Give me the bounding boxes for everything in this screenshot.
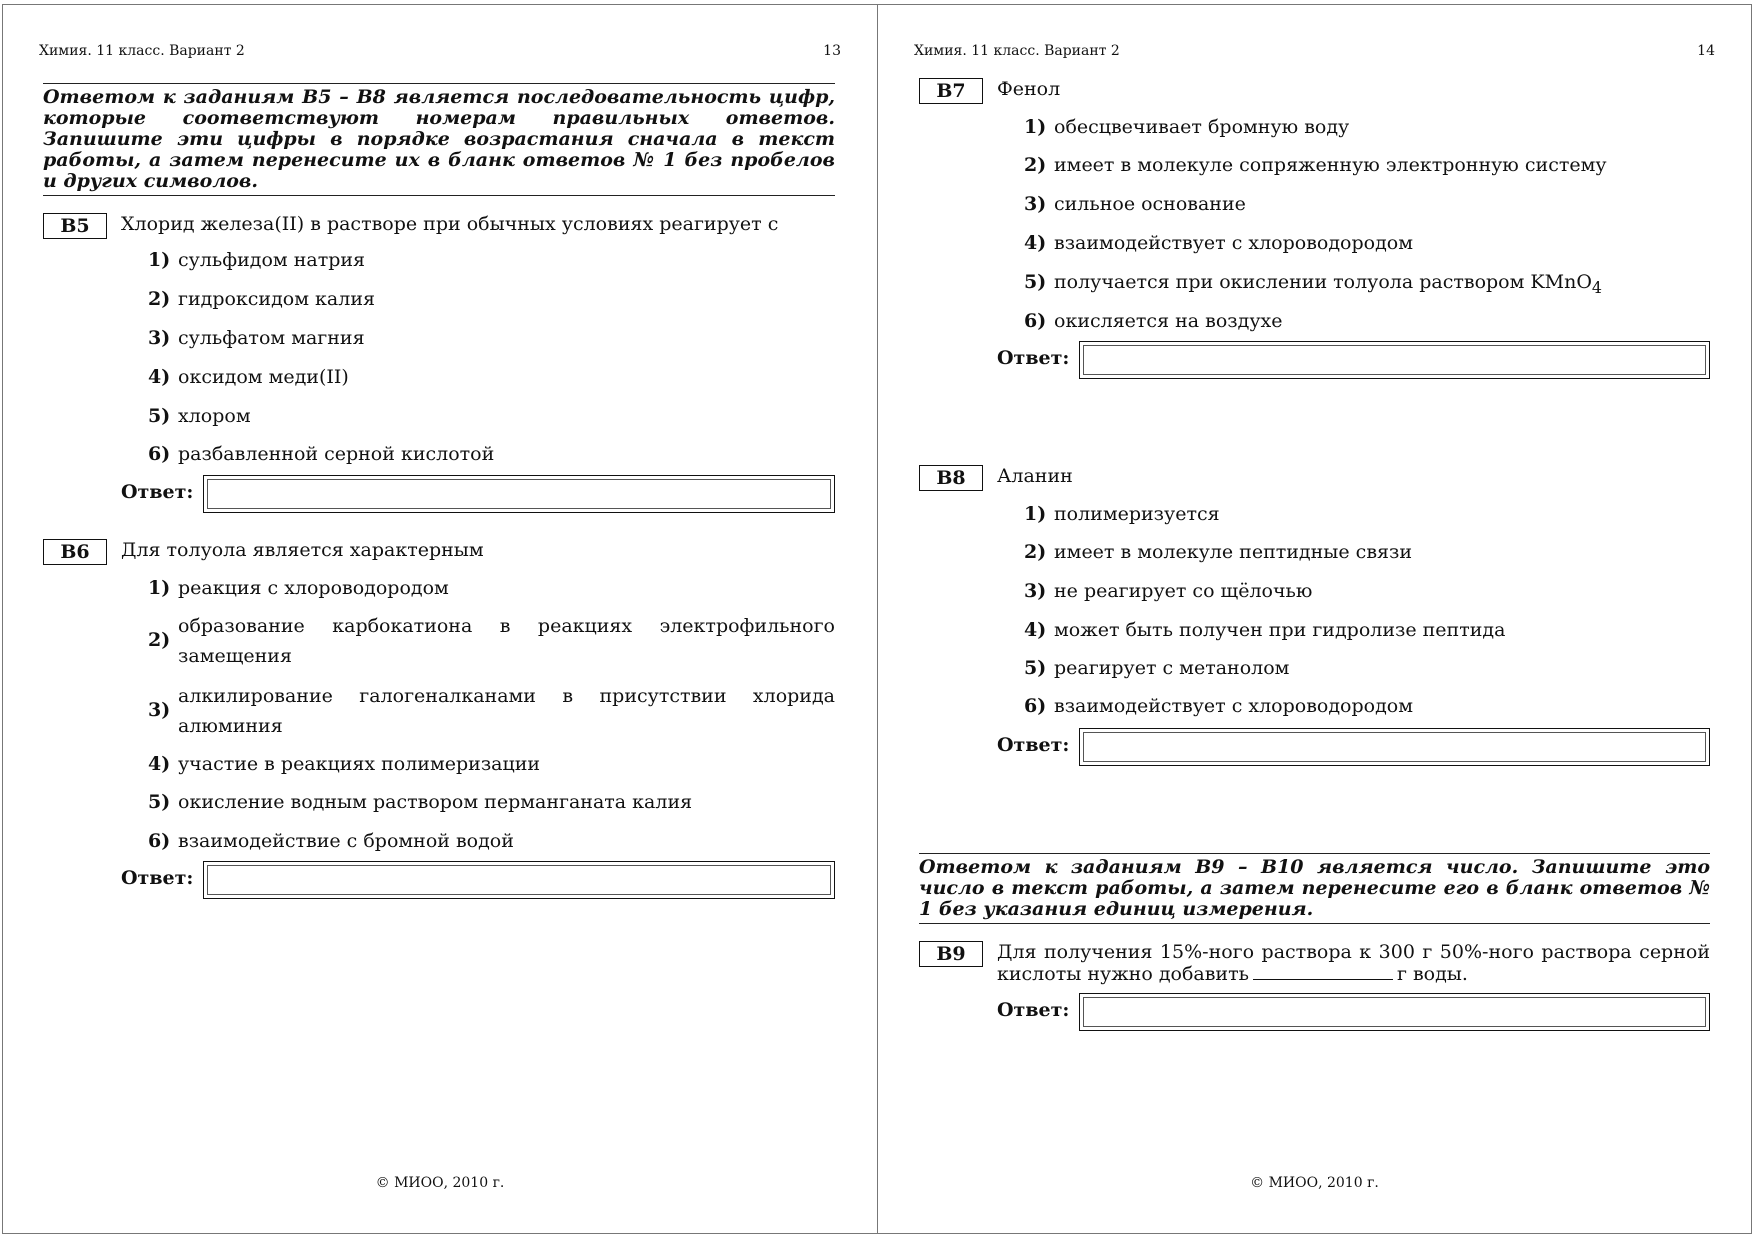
left-page bbox=[2, 4, 878, 1234]
option-text: окисляется на воздухе bbox=[1054, 310, 1283, 332]
option-text: обесцвечивает бромную воду bbox=[1054, 116, 1350, 138]
task-b5 bbox=[43, 213, 835, 513]
option-text: участие в реакциях полимеризации bbox=[178, 753, 541, 775]
option-text: сильное основание bbox=[1054, 193, 1246, 215]
option-number: 1) bbox=[148, 577, 171, 599]
option-text: алкилирование галогеналканами в присутствии хлорида алюминия bbox=[178, 685, 835, 737]
option-number: 3) bbox=[148, 699, 171, 721]
question-text-part2: г воды. bbox=[1396, 963, 1468, 985]
option-text: разбавленной серной кислотой bbox=[178, 443, 495, 465]
option-text: образование карбокатиона в реакциях электрофильного замещения bbox=[178, 615, 835, 667]
answer-label: Ответ: bbox=[997, 999, 1070, 1021]
option-number: 2) bbox=[1024, 541, 1047, 563]
option bbox=[148, 681, 835, 741]
task-label: В9 bbox=[919, 941, 983, 967]
answer-input-b7[interactable] bbox=[1079, 341, 1710, 379]
task-question: Хлорид железа(II) в растворе при обычных условиях реагирует с bbox=[121, 213, 779, 235]
option-number: 6) bbox=[148, 830, 171, 852]
task-question: Фенол bbox=[997, 78, 1061, 100]
option bbox=[148, 611, 835, 671]
option-text: не реагирует со щёлочью bbox=[1054, 580, 1313, 602]
option-text: может быть получен при гидролизе пептида bbox=[1054, 619, 1506, 641]
question-text-part1: Для получения 15%-ного раствора к 300 г 50%-ного раствора серной кислоты нужно добавить bbox=[997, 941, 1710, 985]
option-number: 1) bbox=[1024, 116, 1047, 138]
answer-label: Ответ: bbox=[121, 481, 194, 503]
task-label: В7 bbox=[919, 78, 983, 104]
answer-row-b8 bbox=[997, 728, 1710, 766]
answer-label: Ответ: bbox=[997, 734, 1070, 756]
option-number: 1) bbox=[148, 249, 171, 271]
answer-row-b6 bbox=[121, 861, 835, 899]
page-footer: © МИОО, 2010 г. bbox=[375, 1175, 505, 1191]
page-footer: © МИОО, 2010 г. bbox=[1250, 1175, 1379, 1191]
option-number: 3) bbox=[1024, 580, 1047, 602]
option-number: 5) bbox=[1024, 271, 1047, 293]
option-text: сульфатом магния bbox=[178, 327, 365, 349]
option-number: 6) bbox=[1024, 695, 1047, 717]
fill-in-blank bbox=[1253, 965, 1393, 980]
answer-input-b9[interactable] bbox=[1079, 993, 1710, 1031]
option-text: взаимодействие с бромной водой bbox=[178, 830, 514, 852]
task-b6 bbox=[43, 539, 835, 899]
option-number: 4) bbox=[1024, 232, 1047, 254]
option-number: 2) bbox=[148, 288, 171, 310]
option-number: 5) bbox=[148, 405, 171, 427]
option-number: 2) bbox=[148, 629, 171, 651]
task-question bbox=[997, 941, 1710, 985]
option-number: 6) bbox=[1024, 310, 1047, 332]
answer-label: Ответ: bbox=[997, 347, 1070, 369]
answer-row-b5 bbox=[121, 475, 835, 513]
option-text: гидроксидом калия bbox=[178, 288, 375, 310]
option-text: имеет в молекуле пептидные связи bbox=[1054, 541, 1413, 563]
right-page bbox=[877, 4, 1752, 1234]
option-number: 4) bbox=[148, 753, 171, 775]
option-text-main: получается при окислении толуола раствором KMnO bbox=[1054, 271, 1592, 293]
instruction-b5-b8: Ответом к заданиям В5 – В8 является последовательность цифр, которые соответствуют номерам правильных ответов. Запишите эти цифры в порядке возрастания сначала в текст работы, а затем перенесите их в бланк ответов № 1 без пробелов и других символов. bbox=[43, 83, 835, 196]
answer-input-b6[interactable] bbox=[203, 861, 835, 899]
option-text: хлором bbox=[178, 405, 251, 427]
task-label: В6 bbox=[43, 539, 107, 565]
option-text: реагирует с метанолом bbox=[1054, 657, 1290, 679]
page-header-title: Химия. 11 класс. Вариант 2 bbox=[914, 43, 1120, 59]
answer-input-b5[interactable] bbox=[203, 475, 835, 513]
task-label: В5 bbox=[43, 213, 107, 239]
answer-label: Ответ: bbox=[121, 867, 194, 889]
option-number: 4) bbox=[148, 366, 171, 388]
page-number: 14 bbox=[1697, 43, 1715, 59]
page-header-title: Химия. 11 класс. Вариант 2 bbox=[39, 43, 245, 59]
option-number: 3) bbox=[1024, 193, 1047, 215]
page-number: 13 bbox=[823, 43, 841, 59]
task-label: В8 bbox=[919, 465, 983, 491]
option-number: 5) bbox=[148, 791, 171, 813]
task-b7 bbox=[919, 78, 1710, 388]
task-question: Для толуола является характерным bbox=[121, 539, 484, 561]
option-text bbox=[1054, 267, 1710, 303]
option-number: 3) bbox=[148, 327, 171, 349]
task-b9 bbox=[919, 941, 1710, 1041]
option-text: оксидом меди(II) bbox=[178, 366, 349, 388]
option-text: окисление водным раствором перманганата калия bbox=[178, 791, 693, 813]
option-number: 5) bbox=[1024, 657, 1047, 679]
option-number: 6) bbox=[148, 443, 171, 465]
option-number: 1) bbox=[1024, 503, 1047, 525]
option-text: имеет в молекуле сопряженную электронную систему bbox=[1054, 154, 1607, 176]
option-text: взаимодействует с хлороводородом bbox=[1054, 232, 1413, 254]
option-number: 2) bbox=[1024, 154, 1047, 176]
option-text: сульфидом натрия bbox=[178, 249, 366, 271]
option-text: взаимодействует с хлороводородом bbox=[1054, 695, 1413, 717]
answer-row-b7 bbox=[997, 341, 1710, 379]
subscript: 4 bbox=[1591, 277, 1602, 297]
option-text: полимеризуется bbox=[1054, 503, 1220, 525]
task-b8 bbox=[919, 465, 1710, 775]
task-question: Аланин bbox=[997, 465, 1073, 487]
option-text: реакция с хлороводородом bbox=[178, 577, 449, 599]
option-number: 4) bbox=[1024, 619, 1047, 641]
instruction-b9-b10: Ответом к заданиям В9 – В10 является число. Запишите это число в текст работы, а затем перенесите его в бланк ответов № 1 без указания единиц измерения. bbox=[919, 853, 1710, 924]
answer-input-b8[interactable] bbox=[1079, 728, 1710, 766]
answer-row-b9 bbox=[997, 993, 1710, 1031]
